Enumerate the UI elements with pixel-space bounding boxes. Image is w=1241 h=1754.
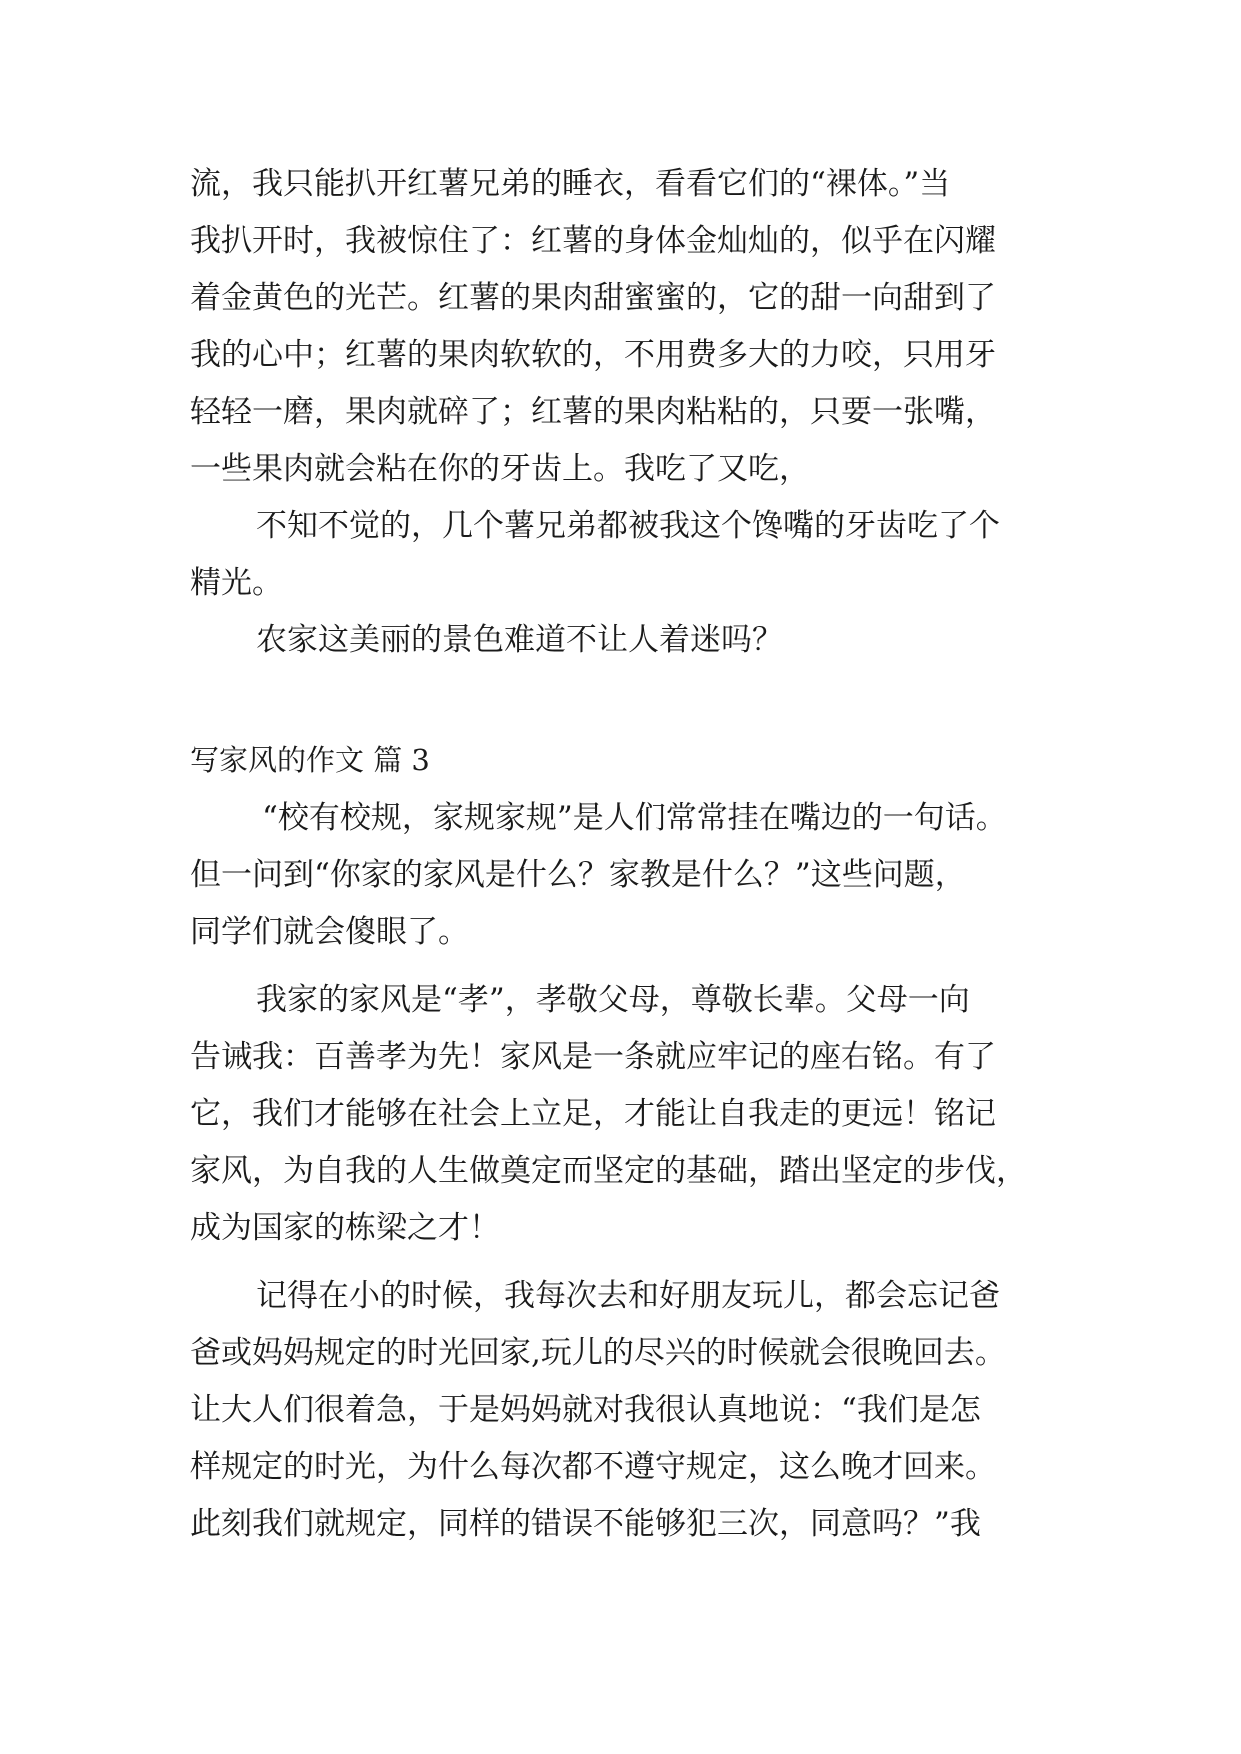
text-line: 它，我们才能够在社会上立足，才能让自我走的更远！铭记 [190,1096,996,1132]
text-line: 一些果肉就会粘在你的牙齿上。我吃了又吃， [190,451,810,487]
text-line: 此刻我们就规定，同样的错误不能够犯三次，同意吗？”我 [190,1506,981,1542]
text-line: 轻轻一磨，果肉就碎了；红薯的果肉粘粘的，只要一张嘴， [190,394,996,430]
text-line: 让大人们很着急，于是妈妈就对我很认真地说：“我们是怎 [190,1392,981,1428]
text-line: 流，我只能扒开红薯兄弟的睡衣，看看它们的“裸体。”当 [190,166,951,202]
text-line: 我扒开时，我被惊住了：红薯的身体金灿灿的，似乎在闪耀 [190,223,996,259]
text-line: 精光。 [190,565,283,601]
text-line: 不知不觉的，几个薯兄弟都被我这个馋嘴的牙齿吃了个 [256,508,1000,544]
text-line: 着金黄色的光芒。红薯的果肉甜蜜蜜的，它的甜一向甜到了 [190,280,996,316]
text-line: 家风，为自我的人生做奠定而坚定的基础，踏出坚定的步伐， [190,1153,1027,1189]
text-line: 但一问到“你家的家风是什么？家教是什么？”这些问题， [190,857,966,893]
text-line: “校有校规，家规家规”是人们常常挂在嘴边的一句话。 [262,800,1007,836]
text-line: 同学们就会傻眼了。 [190,914,469,950]
text-line: 爸或妈妈规定的时光回家,玩儿的尽兴的时候就会很晚回去。 [190,1335,1006,1371]
text-line: 我家的家风是“孝”，孝敬父母，尊敬长辈。父母一向 [256,982,970,1018]
text-line: 农家这美丽的景色难道不让人着迷吗？ [256,622,783,658]
section-title: 写家风的作文 篇 3 [190,743,430,777]
text-line: 我的心中；红薯的果肉软软的，不用费多大的力咬，只用牙 [190,337,996,373]
text-line: 告诫我：百善孝为先！家风是一条就应牢记的座右铭。有了 [190,1039,996,1075]
text-line: 成为国家的栋梁之才！ [190,1210,500,1246]
text-line: 样规定的时光，为什么每次都不遵守规定，这么晚才回来。 [190,1449,996,1485]
text-line: 记得在小的时候，我每次去和好朋友玩儿，都会忘记爸 [256,1278,1000,1314]
